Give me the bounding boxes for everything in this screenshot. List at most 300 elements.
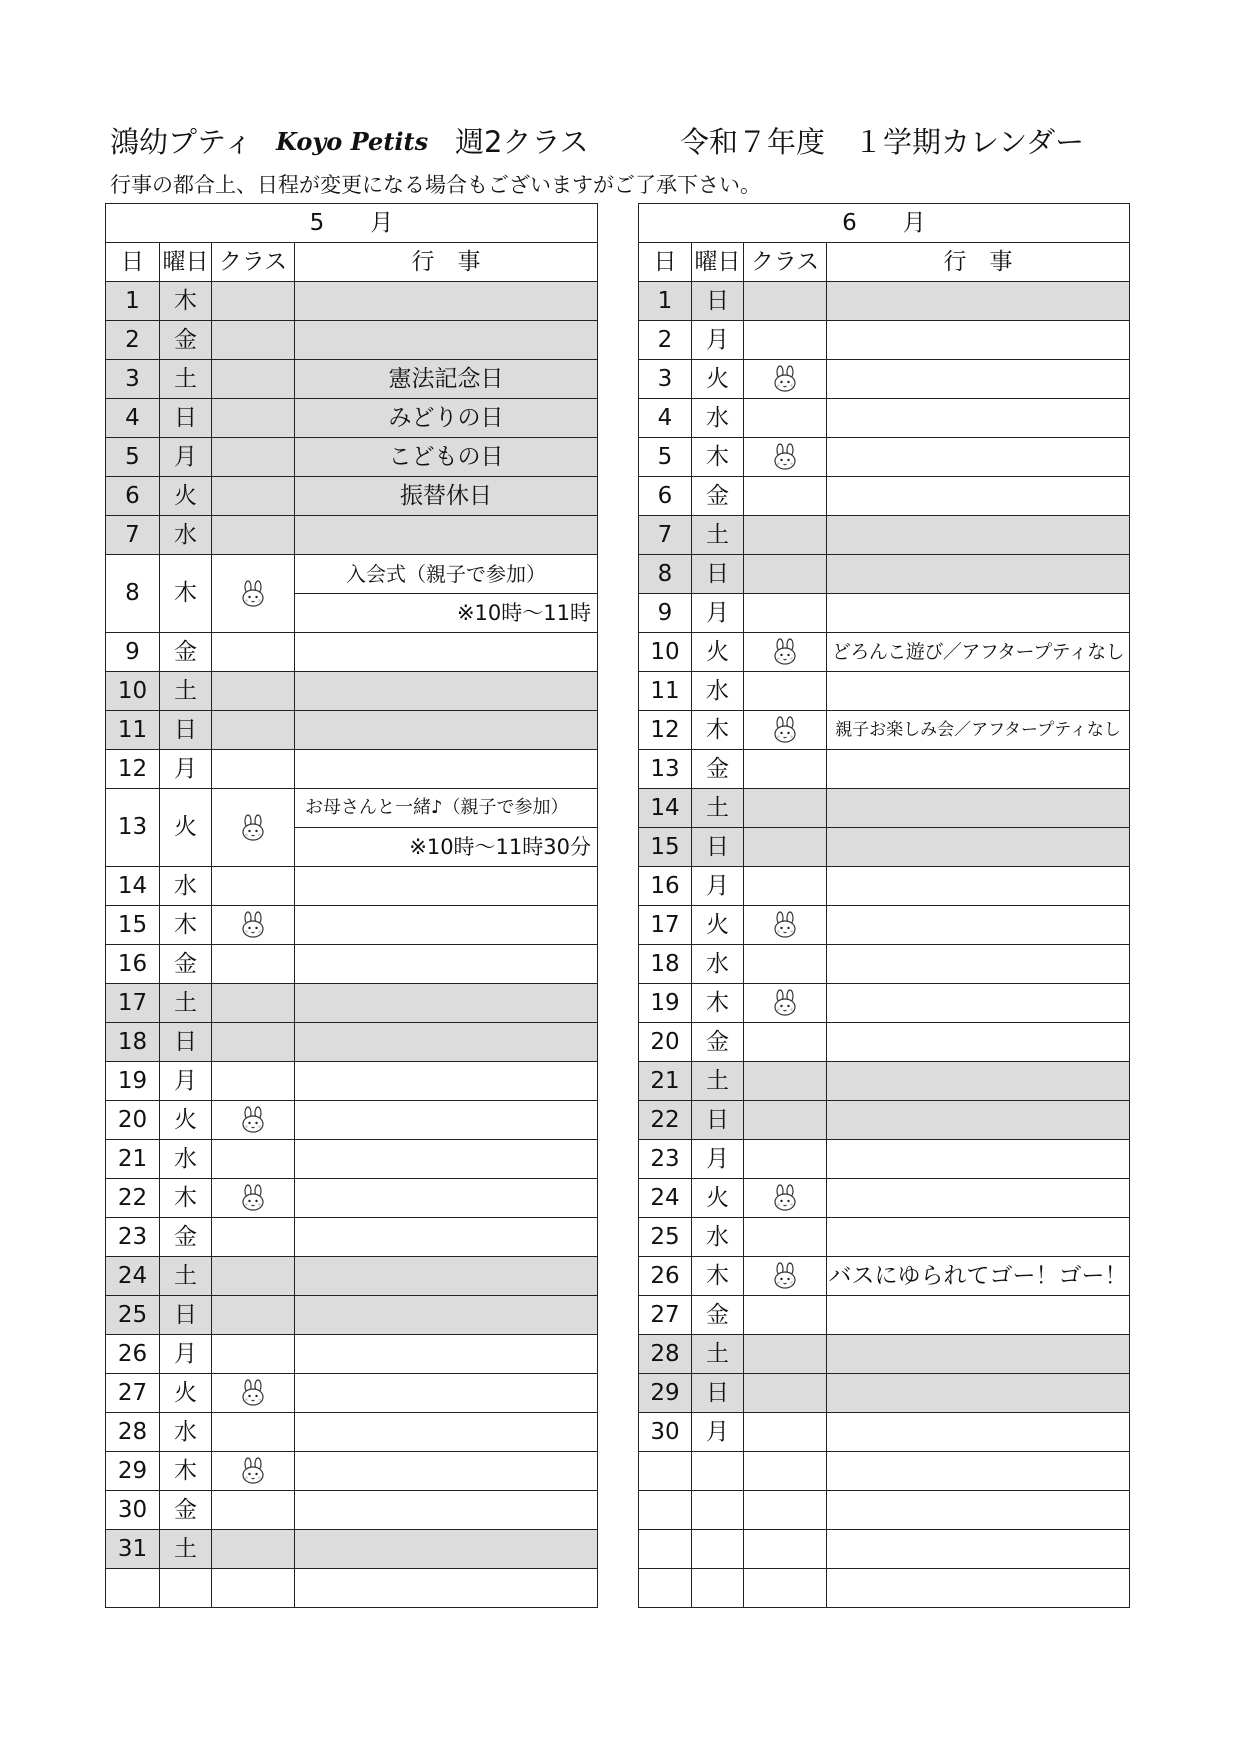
day-row — [106, 711, 598, 750]
class-cell — [212, 1569, 295, 1608]
weekday: 日 — [160, 711, 212, 750]
event-cell — [827, 672, 1130, 711]
day-row — [106, 633, 598, 672]
class-cell — [744, 1335, 827, 1374]
weekday: 火 — [160, 789, 212, 867]
day-number: 26 — [106, 1335, 160, 1374]
class-cell — [744, 1452, 827, 1491]
weekday: 金 — [160, 633, 212, 672]
day-row — [639, 633, 1130, 672]
day-number: 21 — [106, 1140, 160, 1179]
day-number — [639, 1491, 692, 1530]
day-row — [639, 828, 1130, 867]
event-cell — [827, 789, 1130, 828]
weekday: 日 — [692, 1101, 744, 1140]
day-number: 18 — [106, 1023, 160, 1062]
day-number: 18 — [639, 945, 692, 984]
weekday: 土 — [160, 1257, 212, 1296]
weekday: 月 — [692, 1140, 744, 1179]
june-calendar-table — [638, 203, 1130, 1608]
class-cell — [744, 1491, 827, 1530]
event-cell — [827, 1140, 1130, 1179]
day-number: 12 — [639, 711, 692, 750]
day-row — [639, 477, 1130, 516]
event-cell — [827, 1335, 1130, 1374]
weekday: 水 — [160, 867, 212, 906]
day-number: 5 — [106, 438, 160, 477]
event-cell — [827, 1413, 1130, 1452]
day-number: 6 — [106, 477, 160, 516]
month-header-row — [106, 204, 598, 243]
weekday — [692, 1452, 744, 1491]
day-row — [106, 945, 598, 984]
column-header-row — [106, 243, 598, 282]
weekday: 水 — [160, 516, 212, 555]
day-row — [639, 750, 1130, 789]
day-number: 20 — [106, 1101, 160, 1140]
day-row — [639, 360, 1130, 399]
day-number: 3 — [106, 360, 160, 399]
event-cell: 入会式（親子で参加） — [295, 555, 598, 594]
weekday: 木 — [160, 1179, 212, 1218]
event-cell — [295, 1023, 598, 1062]
day-number: 11 — [639, 672, 692, 711]
weekday: 金 — [692, 1023, 744, 1062]
class-cell — [744, 594, 827, 633]
weekday: 火 — [160, 1101, 212, 1140]
class-cell — [744, 555, 827, 594]
weekday: 木 — [160, 906, 212, 945]
class-cell — [744, 984, 827, 1023]
weekday: 日 — [160, 399, 212, 438]
day-number: 1 — [106, 282, 160, 321]
day-number: 29 — [106, 1452, 160, 1491]
event-cell — [827, 321, 1130, 360]
weekday — [692, 1491, 744, 1530]
event-cell — [827, 906, 1130, 945]
event-cell — [827, 282, 1130, 321]
weekday: 月 — [160, 438, 212, 477]
class-cell — [744, 399, 827, 438]
weekday: 火 — [160, 477, 212, 516]
class-cell — [212, 672, 295, 711]
class-cell — [212, 1179, 295, 1218]
day-row — [106, 1296, 598, 1335]
day-row — [639, 1218, 1130, 1257]
day-row — [639, 594, 1130, 633]
event-cell — [827, 1101, 1130, 1140]
event-cell — [827, 360, 1130, 399]
bunny-icon — [770, 443, 800, 471]
day-row — [106, 516, 598, 555]
day-row — [639, 1101, 1130, 1140]
weekday: 月 — [692, 321, 744, 360]
bunny-icon — [770, 1184, 800, 1212]
day-number: 2 — [106, 321, 160, 360]
day-number: 16 — [639, 867, 692, 906]
day-row — [639, 1179, 1130, 1218]
day-row — [106, 1218, 598, 1257]
day-row — [106, 1530, 598, 1569]
day-row — [639, 1413, 1130, 1452]
class-cell — [212, 867, 295, 906]
day-number: 23 — [639, 1140, 692, 1179]
class-cell — [744, 711, 827, 750]
day-number: 24 — [639, 1179, 692, 1218]
event-column-header: 行 事 — [827, 243, 1130, 282]
event-cell — [295, 1062, 598, 1101]
bunny-icon — [238, 1184, 268, 1212]
day-number: 22 — [639, 1101, 692, 1140]
weekday: 木 — [692, 711, 744, 750]
weekday: 月 — [160, 1062, 212, 1101]
month-title: 5 月 — [106, 204, 598, 243]
event-cell — [295, 321, 598, 360]
class-cell — [212, 984, 295, 1023]
day-row — [106, 438, 598, 477]
column-header-row — [639, 243, 1130, 282]
class-cell — [212, 282, 295, 321]
day-number: 10 — [106, 672, 160, 711]
weekday: 金 — [692, 750, 744, 789]
event-cell — [295, 1335, 598, 1374]
day-row — [639, 1374, 1130, 1413]
class-column-header: クラス — [744, 243, 827, 282]
day-row — [639, 711, 1130, 750]
weekday: 土 — [160, 360, 212, 399]
day-row — [639, 1257, 1130, 1296]
weekday: 火 — [692, 633, 744, 672]
day-number: 22 — [106, 1179, 160, 1218]
class-cell — [212, 1374, 295, 1413]
class-cell — [744, 633, 827, 672]
weekday: 日 — [692, 828, 744, 867]
weekday: 火 — [160, 1374, 212, 1413]
bunny-icon — [770, 716, 800, 744]
weekday: 水 — [160, 1140, 212, 1179]
class-cell — [744, 906, 827, 945]
day-number: 4 — [639, 399, 692, 438]
day-row — [639, 867, 1130, 906]
term-title: 令和７年度 １学期カレンダー — [680, 125, 1085, 159]
class-cell — [744, 750, 827, 789]
day-row — [106, 672, 598, 711]
day-number: 25 — [106, 1296, 160, 1335]
event-cell — [827, 1530, 1130, 1569]
day-number: 21 — [639, 1062, 692, 1101]
class-cell — [212, 1140, 295, 1179]
event-cell: みどりの日 — [295, 399, 598, 438]
class-cell — [212, 399, 295, 438]
day-number: 30 — [639, 1413, 692, 1452]
event-cell — [827, 750, 1130, 789]
weekday: 水 — [160, 1413, 212, 1452]
day-number — [639, 1569, 692, 1608]
class-cell — [744, 1179, 827, 1218]
event-cell — [295, 1413, 598, 1452]
class-cell — [212, 1491, 295, 1530]
day-number: 13 — [639, 750, 692, 789]
event-cell — [295, 1218, 598, 1257]
day-row — [106, 477, 598, 516]
bunny-icon — [238, 580, 268, 608]
day-row — [106, 1179, 598, 1218]
day-row — [106, 1374, 598, 1413]
day-number: 8 — [106, 555, 160, 633]
day-number: 27 — [106, 1374, 160, 1413]
class-cell — [212, 555, 295, 633]
event-cell — [295, 633, 598, 672]
day-row — [639, 1452, 1130, 1491]
weekday: 木 — [160, 555, 212, 633]
day-column-header: 日 — [106, 243, 160, 282]
day-number: 9 — [106, 633, 160, 672]
day-row — [106, 984, 598, 1023]
event-cell — [827, 1452, 1130, 1491]
bunny-icon — [770, 638, 800, 666]
day-number: 29 — [639, 1374, 692, 1413]
day-number: 19 — [639, 984, 692, 1023]
class-cell — [744, 1101, 827, 1140]
class-cell — [212, 1413, 295, 1452]
class-cell — [744, 1062, 827, 1101]
document-title — [110, 120, 1150, 164]
weekday: 火 — [692, 906, 744, 945]
weekday: 月 — [692, 1413, 744, 1452]
event-cell — [295, 672, 598, 711]
day-row — [639, 1530, 1130, 1569]
class-cell — [212, 1218, 295, 1257]
weekday-column-header: 曜日 — [160, 243, 212, 282]
event-column-header: 行 事 — [295, 243, 598, 282]
weekday: 月 — [160, 750, 212, 789]
event-cell — [827, 1296, 1130, 1335]
day-row — [106, 789, 598, 828]
day-number: 5 — [639, 438, 692, 477]
day-number: 11 — [106, 711, 160, 750]
day-row — [106, 906, 598, 945]
day-row — [106, 282, 598, 321]
event-cell — [827, 945, 1130, 984]
event-cell — [295, 1374, 598, 1413]
logo-text: Koyo Petits — [276, 127, 429, 156]
class-cell — [212, 1101, 295, 1140]
day-number: 15 — [639, 828, 692, 867]
day-number — [106, 1569, 160, 1608]
event-cell — [827, 984, 1130, 1023]
class-cell — [212, 1530, 295, 1569]
event-cell — [295, 1140, 598, 1179]
day-number: 14 — [106, 867, 160, 906]
event-cell — [295, 1179, 598, 1218]
weekday: 土 — [692, 516, 744, 555]
day-row — [639, 516, 1130, 555]
class-cell — [744, 1569, 827, 1608]
class-cell — [212, 516, 295, 555]
day-row — [106, 321, 598, 360]
day-row — [106, 1140, 598, 1179]
day-row — [639, 321, 1130, 360]
day-number: 1 — [639, 282, 692, 321]
event-cell — [295, 867, 598, 906]
day-number: 16 — [106, 945, 160, 984]
day-row — [106, 360, 598, 399]
event-time: ※10時～11時 — [295, 594, 598, 633]
day-row — [639, 1062, 1130, 1101]
class-cell — [744, 1218, 827, 1257]
day-column-header: 日 — [639, 243, 692, 282]
day-number: 25 — [639, 1218, 692, 1257]
bunny-icon — [238, 1379, 268, 1407]
day-number: 17 — [639, 906, 692, 945]
day-row — [639, 984, 1130, 1023]
event-cell — [827, 477, 1130, 516]
day-number — [639, 1530, 692, 1569]
schedule-notice: 行事の都合上、日程が変更になる場合もございますがご了承下さい。 — [110, 173, 761, 197]
day-number: 14 — [639, 789, 692, 828]
day-row — [639, 1491, 1130, 1530]
event-cell — [295, 750, 598, 789]
day-row — [639, 906, 1130, 945]
weekday: 木 — [160, 1452, 212, 1491]
day-row — [639, 438, 1130, 477]
weekday: 土 — [160, 672, 212, 711]
class-cell — [212, 1257, 295, 1296]
day-number: 31 — [106, 1530, 160, 1569]
class-cell — [744, 282, 827, 321]
day-number: 7 — [106, 516, 160, 555]
day-row — [639, 945, 1130, 984]
class-cell — [212, 1023, 295, 1062]
weekday: 日 — [692, 1374, 744, 1413]
bunny-icon — [770, 989, 800, 1017]
class-cell — [212, 711, 295, 750]
bunny-icon — [238, 911, 268, 939]
class-cell — [212, 1452, 295, 1491]
event-cell — [827, 1179, 1130, 1218]
day-row — [106, 1569, 598, 1608]
weekday: 月 — [692, 867, 744, 906]
class-cell — [744, 1023, 827, 1062]
day-number: 10 — [639, 633, 692, 672]
event-cell — [295, 1569, 598, 1608]
class-name: 週2クラス — [455, 125, 589, 159]
event-cell — [827, 1062, 1130, 1101]
bunny-icon — [770, 365, 800, 393]
event-cell — [295, 1101, 598, 1140]
event-cell — [827, 1491, 1130, 1530]
class-cell — [212, 1335, 295, 1374]
day-row — [106, 867, 598, 906]
class-cell — [744, 516, 827, 555]
day-number — [639, 1452, 692, 1491]
weekday: 土 — [692, 1062, 744, 1101]
event-cell — [295, 1296, 598, 1335]
event-cell — [295, 945, 598, 984]
event-cell: バスにゆられてゴー！ゴー！ — [827, 1257, 1130, 1296]
day-number: 3 — [639, 360, 692, 399]
event-cell — [295, 984, 598, 1023]
class-cell — [212, 1062, 295, 1101]
event-cell — [295, 1257, 598, 1296]
event-cell: どろんこ遊び／アフタープティなし — [827, 633, 1130, 672]
school-name: 鴻幼プティ — [110, 125, 253, 159]
event-cell — [827, 555, 1130, 594]
event-cell — [295, 711, 598, 750]
class-cell — [744, 1413, 827, 1452]
day-number: 19 — [106, 1062, 160, 1101]
day-number: 23 — [106, 1218, 160, 1257]
class-cell — [744, 789, 827, 828]
weekday: 木 — [692, 1257, 744, 1296]
bunny-icon — [238, 1106, 268, 1134]
month-title: 6 月 — [639, 204, 1130, 243]
class-cell — [744, 321, 827, 360]
day-row — [639, 399, 1130, 438]
weekday: 日 — [160, 1296, 212, 1335]
month-header-row — [639, 204, 1130, 243]
weekday — [160, 1569, 212, 1608]
class-cell — [744, 1530, 827, 1569]
event-cell: お母さんと一緒♪（親子で参加） — [295, 789, 598, 828]
event-cell — [827, 1374, 1130, 1413]
weekday: 金 — [692, 1296, 744, 1335]
event-cell — [295, 1452, 598, 1491]
weekday — [692, 1569, 744, 1608]
class-cell — [744, 360, 827, 399]
event-cell — [295, 906, 598, 945]
class-cell — [744, 828, 827, 867]
class-cell — [744, 438, 827, 477]
class-cell — [212, 438, 295, 477]
day-number: 6 — [639, 477, 692, 516]
event-cell — [827, 867, 1130, 906]
weekday: 金 — [160, 945, 212, 984]
day-row — [639, 1023, 1130, 1062]
day-row — [639, 555, 1130, 594]
class-cell — [744, 1140, 827, 1179]
weekday: 金 — [160, 321, 212, 360]
day-number: 20 — [639, 1023, 692, 1062]
weekday: 月 — [692, 594, 744, 633]
weekday: 木 — [160, 282, 212, 321]
weekday: 日 — [692, 555, 744, 594]
day-row — [639, 672, 1130, 711]
event-cell — [295, 1491, 598, 1530]
event-cell — [827, 828, 1130, 867]
day-row — [106, 399, 598, 438]
weekday: 日 — [692, 282, 744, 321]
event-cell — [827, 516, 1130, 555]
day-number: 24 — [106, 1257, 160, 1296]
class-cell — [212, 789, 295, 867]
weekday: 金 — [160, 1218, 212, 1257]
day-row — [106, 1062, 598, 1101]
event-cell — [295, 516, 598, 555]
class-cell — [212, 1296, 295, 1335]
day-row — [106, 1335, 598, 1374]
class-cell — [744, 1296, 827, 1335]
event-cell — [827, 1218, 1130, 1257]
day-number: 13 — [106, 789, 160, 867]
day-number: 4 — [106, 399, 160, 438]
day-number: 17 — [106, 984, 160, 1023]
weekday: 土 — [160, 1530, 212, 1569]
class-cell — [212, 633, 295, 672]
event-cell — [827, 399, 1130, 438]
class-column-header: クラス — [212, 243, 295, 282]
weekday-column-header: 曜日 — [692, 243, 744, 282]
